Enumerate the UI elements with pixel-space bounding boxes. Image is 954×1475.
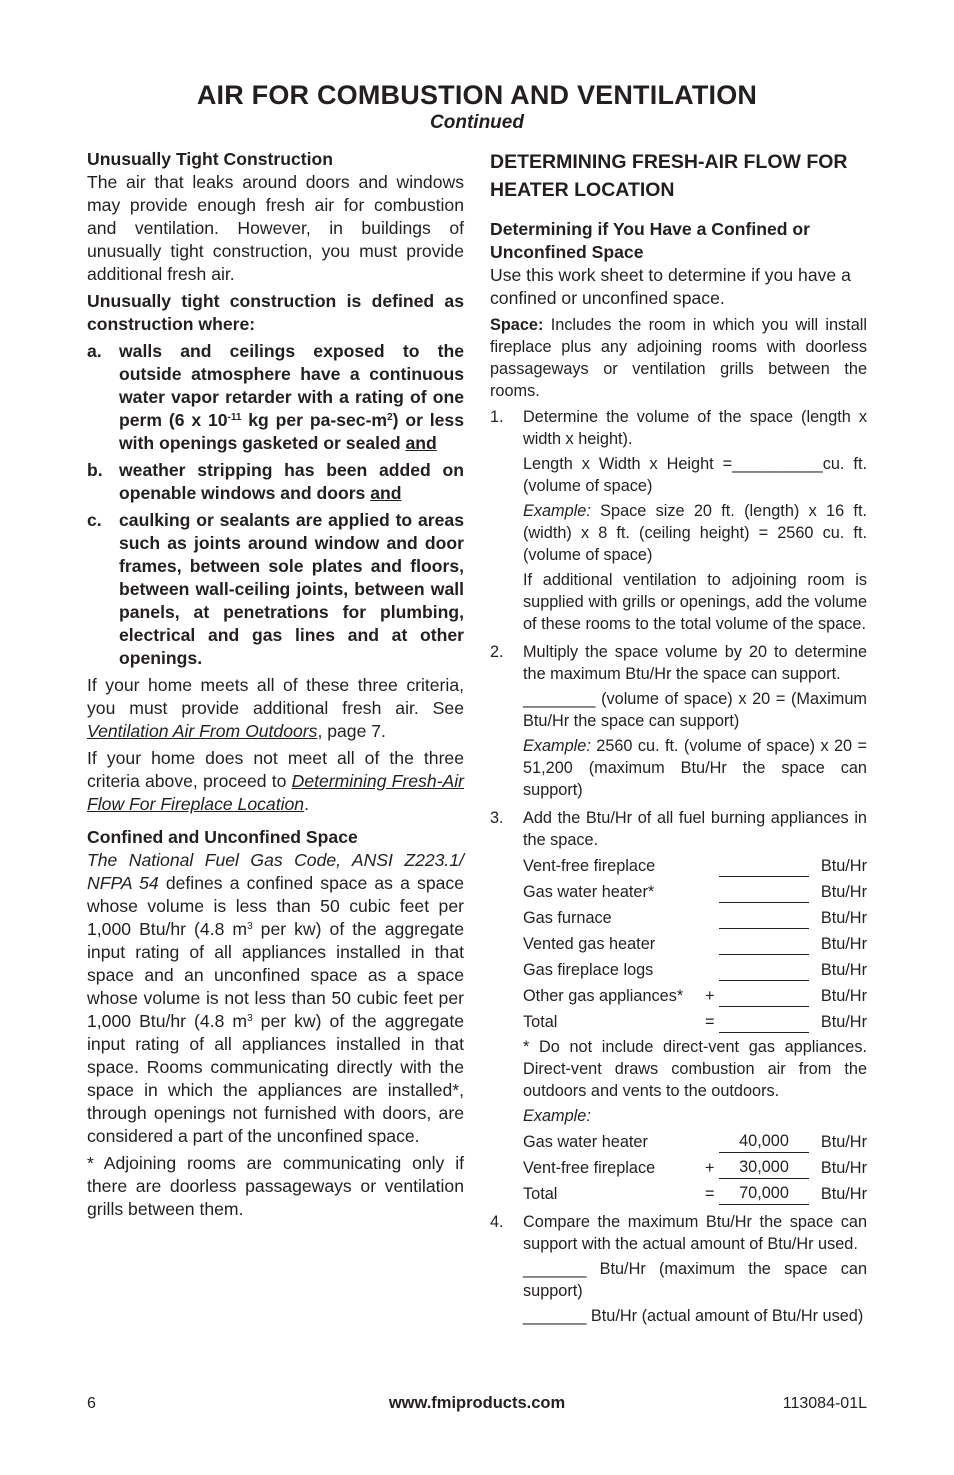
criteria-conjunction: and (405, 433, 437, 453)
appliance-label: Vented gas heater (523, 934, 656, 953)
table-row (523, 1153, 867, 1179)
unit-label: Btu/Hr (820, 934, 867, 953)
page-subtitle: Continued (430, 112, 524, 133)
appliance-label: Total (523, 1184, 558, 1203)
worksheet-steps (490, 406, 867, 1327)
exponent: 2 (387, 412, 393, 423)
paragraph-text: defines a confined space as a space whose volume is less than 50 cubic feet per 1,000 Btu/hr (4.8 m (87, 873, 465, 939)
btu-value: 70,000 (719, 1179, 809, 1205)
step-text: Determine the volume of the space (length x width x height). (523, 408, 867, 448)
max-btu-line: _______ Btu/Hr (maximum the space can support) (523, 1260, 867, 1300)
exponent: -11 (227, 412, 242, 423)
criteria-text: caulking or sealants are applied to areas such as joints around window and door frames, between sole plates and floors, between wall-ceiling joints, between wall panels, at penetrations for plumbing, electrical and gas lines and at other openings. (119, 510, 464, 668)
page-title: AIR FOR COMBUSTION AND VENTILATION (196, 80, 758, 110)
appliance-label: Total (523, 1012, 558, 1031)
unit-label: Btu/Hr (820, 856, 867, 875)
btu-entry-blank[interactable] (719, 903, 809, 929)
appliance-label: Gas furnace (523, 908, 612, 927)
appliance-worksheet-table (523, 851, 867, 1033)
exponent: 3 (247, 1013, 253, 1024)
unit-label: Btu/Hr (820, 1158, 867, 1177)
step-number: 2. (490, 643, 504, 661)
step-number: 1. (490, 408, 504, 426)
btu-entry-blank[interactable] (719, 851, 809, 877)
example-label: Example: (523, 502, 591, 520)
btu-entry-blank[interactable] (719, 929, 809, 955)
left-column (87, 148, 464, 1221)
criteria-list (87, 340, 464, 670)
criteria-marker: c. (87, 510, 102, 530)
unit-label: Btu/Hr (820, 1184, 867, 1203)
criteria-text: walls and ceilings exposed to the outside atmosphere have a continuous water vapor retarder with a rating of one perm (6 x 10 (119, 341, 464, 430)
step-3 (490, 807, 867, 1205)
step-4 (490, 1211, 867, 1327)
space-definition (490, 314, 867, 402)
page-number: 6 (87, 1395, 96, 1412)
btu-formula: ________ (volume of space) x 20 = (Maximum Btu/Hr the space can support) (523, 690, 867, 730)
criteria-item-c (87, 509, 464, 670)
operator: + (705, 1158, 715, 1177)
actual-btu-line: _______ Btu/Hr (actual amount of Btu/Hr used) (523, 1307, 864, 1325)
example-label: Example: (523, 1107, 591, 1125)
example-text: 2560 cu. ft. (volume of space) x 20 = 51,200 (maximum Btu/Hr the space can support) (523, 737, 867, 799)
fresh-air-flow-link[interactable]: Determining Fresh-Air Flow For Fireplace Location (87, 771, 464, 814)
example-text: Space size 20 ft. (length) x 16 ft. (width) x 8 ft. (ceiling height) = 2560 cu. ft. (volume of space) (523, 502, 867, 564)
worksheet-intro: Use this work sheet to determine if you have a confined or unconfined space. (490, 265, 851, 308)
operator: = (705, 1184, 715, 1203)
table-row (523, 1127, 867, 1153)
example-label: Example: (523, 737, 591, 755)
appliance-label: Gas water heater* (523, 882, 655, 901)
btu-total-blank[interactable] (719, 1007, 809, 1033)
btu-value: 40,000 (719, 1127, 809, 1153)
tight-construction-heading: Unusually Tight Construction (87, 149, 333, 169)
appliance-label: Vent-free fireplace (523, 856, 656, 875)
table-row (523, 903, 867, 929)
step-2-example (523, 735, 867, 801)
appliance-label: Gas fireplace logs (523, 960, 654, 979)
step-1-example (523, 500, 867, 566)
volume-formula: Length x Width x Height =__________cu. ft. (volume of space) (523, 455, 867, 495)
step-text: Compare the maximum Btu/Hr the space can support with the actual amount of Btu/Hr used. (523, 1213, 867, 1253)
criteria-text: weather stripping has been added on openable windows and doors (119, 460, 464, 503)
meets-criteria-paragraph (87, 674, 464, 743)
unit-label: Btu/Hr (820, 986, 867, 1005)
ventilation-air-link[interactable]: Ventilation Air From Outdoors (87, 721, 318, 741)
unit-label: Btu/Hr (820, 908, 867, 927)
table-row (523, 1007, 867, 1033)
paragraph-text: Includes the room in which you will install fireplace plus any adjoining rooms with doorless passageways or ventilation grills between the rooms. (490, 316, 867, 400)
paragraph-text: per kw) of the aggregate input rating of all appliances installed in that space. Rooms communicating directly with the space in which the appliances are installed*, through openings not furnished with doors, are considered a part of the unconfined space. (87, 1011, 464, 1146)
paragraph-text: per kw) of the aggregate input rating of all appliances installed in that space and an unconfined space as a space whose volume is not less than 50 cubic feet per 1,000 Btu/hr (4.8 m (87, 919, 464, 1031)
tight-construction-intro: The air that leaks around doors and windows may provide enough fresh air for combustion and ventilation. However, in buildings of unusually tight construction, you must provide additional fresh air. (87, 172, 464, 284)
adjoining-rooms-note: * Adjoining rooms are communicating only if there are doorless passageways or ventilation grills between them. (87, 1153, 464, 1219)
table-row (523, 851, 867, 877)
unit-label: Btu/Hr (820, 1132, 867, 1151)
table-row (523, 877, 867, 903)
unit-label: Btu/Hr (820, 882, 867, 901)
paragraph-text: If your home meets all of these three criteria, you must provide additional fresh air. See (87, 675, 464, 718)
website-link[interactable]: www.fmiproducts.com (388, 1394, 566, 1412)
unit-label: Btu/Hr (820, 960, 867, 979)
tight-construction-definition: Unusually tight construction is defined as construction where: (87, 291, 464, 334)
document-number: 113084-01L (782, 1395, 867, 1412)
direct-vent-note: * Do not include direct-vent gas appliances. Direct-vent draws combustion air from the outdoors and vents to the outdoors. (523, 1038, 867, 1100)
operator (705, 1127, 719, 1153)
criteria-marker: a. (87, 341, 102, 361)
operator (705, 903, 719, 929)
criteria-item-a (87, 340, 464, 455)
example-worksheet-table (523, 1127, 867, 1205)
criteria-marker: b. (87, 460, 103, 480)
btu-value: 30,000 (719, 1153, 809, 1179)
criteria-item-b (87, 459, 464, 505)
paragraph-text: , page 7. (317, 721, 386, 741)
operator (705, 955, 719, 981)
table-row (523, 929, 867, 955)
table-row (523, 955, 867, 981)
table-row (523, 981, 867, 1007)
btu-entry-blank[interactable] (719, 955, 809, 981)
step-2 (490, 641, 867, 801)
not-meets-criteria-paragraph (87, 747, 464, 816)
btu-entry-blank[interactable] (719, 877, 809, 903)
space-label: Space: (490, 316, 544, 334)
step-text: Multiply the space volume by 20 to determine the maximum Btu/Hr the space can support. (523, 643, 867, 683)
operator (705, 929, 719, 955)
paragraph-text: . (304, 794, 309, 814)
appliance-label: Gas water heater (523, 1132, 648, 1151)
unit-label: Btu/Hr (820, 1012, 867, 1031)
code-reference: The National Fuel Gas Code, ANSI Z223.1/ NFPA 54 (87, 850, 464, 893)
table-row (523, 1179, 867, 1205)
confined-space-heading: Confined and Unconfined Space (87, 827, 358, 847)
operator: = (705, 1012, 715, 1031)
fresh-air-flow-heading: DETERMINING FRESH-AIR FLOW FOR HEATER LOCATION (490, 151, 848, 201)
paragraph-text: If your home does not meet all of the three criteria above, proceed to (87, 748, 464, 791)
criteria-text: kg per pa-sec-m (241, 410, 388, 430)
step-number: 3. (490, 809, 504, 827)
criteria-conjunction: and (370, 483, 402, 503)
operator (705, 877, 719, 903)
confined-check-subheading: Determining if You Have a Confined or Unconfined Space (490, 219, 810, 262)
appliance-label: Other gas appliances* (523, 986, 684, 1005)
step-1 (490, 406, 867, 635)
exponent: 3 (247, 921, 253, 932)
right-column (490, 148, 867, 1333)
operator (705, 851, 719, 877)
btu-entry-blank[interactable] (719, 981, 809, 1007)
confined-space-definition (87, 849, 464, 1148)
step-text: Add the Btu/Hr of all fuel burning appliances in the space. (523, 809, 867, 849)
appliance-label: Vent-free fireplace (523, 1158, 656, 1177)
criteria-text: ) or less with openings gasketed or sealed (119, 410, 464, 453)
step-number: 4. (490, 1213, 504, 1231)
operator: + (705, 986, 715, 1005)
adjoining-ventilation-note: If additional ventilation to adjoining room is supplied with grills or openings, add the volume of these rooms to the total volume of the space. (523, 571, 867, 633)
